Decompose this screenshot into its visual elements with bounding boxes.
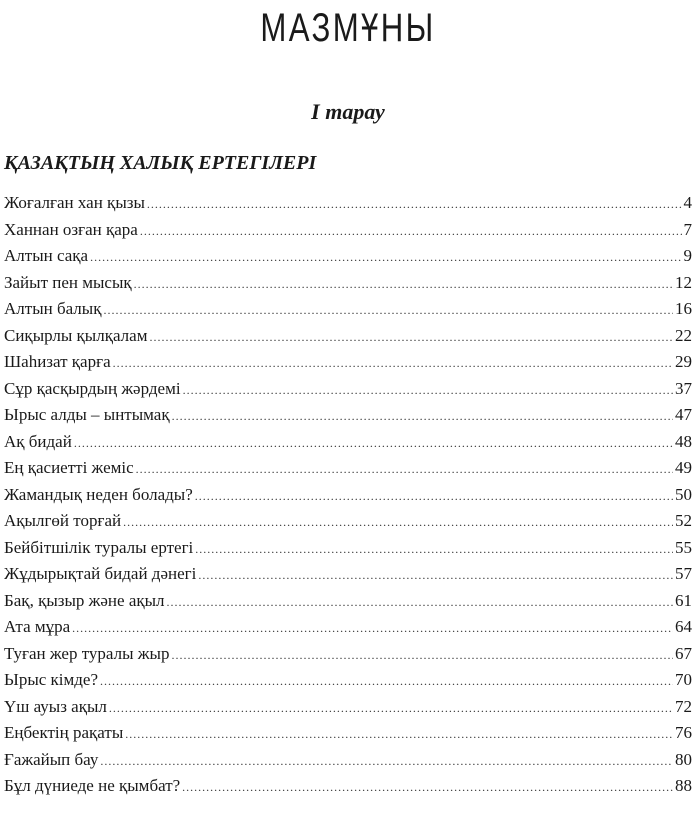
toc-entry-page: 16 (675, 299, 692, 318)
toc-entry-page: 50 (675, 484, 692, 504)
toc-entry[interactable] (4, 429, 692, 456)
toc-entry-page: 49 (675, 458, 692, 477)
toc-leader-dots (149, 324, 673, 351)
section-title: ҚАЗАҚТЫҢ ХАЛЫҚ ЕРТЕГІЛЕРІ (4, 152, 317, 174)
toc-leader-dots (140, 218, 682, 245)
toc-entry-page: 9 (683, 246, 692, 265)
toc-entry-title: Ең қасиетті жеміс (4, 458, 134, 477)
toc-entry[interactable] (4, 349, 692, 376)
toc-entry-title: Туған жер туралы жыр (4, 643, 170, 663)
toc-entry-page: 7 (683, 219, 692, 239)
toc-leader-dots (100, 668, 673, 695)
toc-entry-title: Үш ауыз ақыл (4, 696, 107, 716)
toc-entry-page: 88 (675, 776, 692, 795)
toc-entry-title: Еңбектің рақаты (4, 723, 124, 742)
toc-entry-title: Сұр қасқырдың жәрдемі (4, 378, 181, 398)
toc-entry[interactable] (4, 773, 692, 800)
toc-entry-title: Жамандық неден болады? (4, 484, 193, 504)
toc-leader-dots (72, 615, 673, 642)
toc-entry-title: Жоғалған хан қызы (4, 193, 145, 212)
toc-entry-page: 12 (675, 272, 692, 292)
toc-entry[interactable] (4, 323, 692, 350)
toc-leader-dots (125, 721, 673, 748)
toc-entry-title: Жұдырықтай бидай дәнегі (4, 564, 197, 583)
toc-entry-page: 67 (675, 643, 692, 663)
toc-leader-dots (136, 456, 673, 483)
toc-leader-dots (90, 244, 681, 271)
toc-entry-title: Ырыс кімде? (4, 670, 99, 689)
toc-leader-dots (195, 483, 673, 510)
toc-entry-title: Ғажайып бау (4, 749, 99, 769)
toc-entry-title: Бейбітшілік туралы ертегі (4, 537, 194, 557)
toc-leader-dots (103, 297, 673, 324)
toc-leader-dots (134, 271, 673, 298)
toc-entry-page: 57 (675, 564, 692, 583)
toc-entry[interactable] (4, 270, 692, 297)
toc-entry-page: 55 (675, 537, 692, 557)
toc-entry-title: Зайыт пен мысық (4, 272, 132, 292)
toc-entry-page: 37 (675, 378, 692, 398)
toc-entry-page: 52 (675, 511, 692, 530)
toc-entry[interactable] (4, 243, 692, 270)
toc-entry[interactable] (4, 535, 692, 562)
table-of-contents (4, 190, 692, 800)
toc-entry-page: 72 (675, 696, 692, 716)
toc-entry-page: 47 (675, 405, 692, 424)
toc-leader-dots (74, 430, 673, 457)
toc-leader-dots (147, 191, 682, 218)
toc-leader-dots (172, 403, 673, 430)
toc-entry-title: Ырыс алды – ынтымақ (4, 405, 170, 424)
toc-entry-page: 48 (675, 431, 692, 451)
toc-entry[interactable] (4, 614, 692, 641)
toc-entry[interactable] (4, 641, 692, 668)
toc-entry-title: Ата мұра (4, 617, 71, 636)
toc-entry-title: Алтын балық (4, 299, 102, 318)
toc-entry-page: 22 (675, 325, 692, 345)
toc-entry-page: 70 (675, 670, 692, 689)
toc-entry-title: Сиқырлы қылқалам (4, 325, 148, 345)
toc-entry-title: Ханнан озған қара (4, 219, 138, 239)
toc-entry-title: Бұл дүниеде не қымбат? (4, 776, 181, 795)
toc-entry-title: Шаһизат қарға (4, 352, 111, 371)
toc-entry[interactable] (4, 694, 692, 721)
toc-entry-page: 4 (683, 193, 692, 212)
toc-entry-page: 61 (675, 590, 692, 610)
toc-entry-page: 80 (675, 749, 692, 769)
toc-leader-dots (123, 509, 673, 536)
toc-entry-title: Ақ бидай (4, 431, 72, 451)
chapter-label: І тарау (311, 99, 385, 124)
toc-entry[interactable] (4, 482, 692, 509)
toc-leader-dots (198, 562, 673, 589)
toc-leader-dots (109, 695, 673, 722)
toc-entry[interactable] (4, 376, 692, 403)
toc-entry[interactable] (4, 667, 692, 694)
toc-leader-dots (183, 377, 673, 404)
toc-entry-title: Бақ, қызыр және ақыл (4, 590, 165, 610)
toc-entry-page: 76 (675, 723, 692, 742)
toc-entry[interactable] (4, 296, 692, 323)
toc-leader-dots (195, 536, 673, 563)
toc-entry[interactable] (4, 508, 692, 535)
toc-entry[interactable] (4, 402, 692, 429)
toc-leader-dots (167, 589, 673, 616)
toc-entry[interactable] (4, 561, 692, 588)
toc-entry-page: 29 (675, 352, 692, 371)
toc-entry-page: 64 (675, 617, 692, 636)
toc-leader-dots (100, 748, 673, 775)
toc-entry[interactable] (4, 190, 692, 217)
toc-entry-title: Алтын сақа (4, 246, 89, 265)
toc-leader-dots (182, 774, 673, 801)
toc-entry[interactable] (4, 720, 692, 747)
toc-leader-dots (113, 350, 673, 377)
toc-entry-title: Ақылгөй торғай (4, 511, 122, 530)
toc-entry[interactable] (4, 455, 692, 482)
toc-leader-dots (171, 642, 673, 669)
toc-entry[interactable] (4, 588, 692, 615)
toc-entry[interactable] (4, 217, 692, 244)
toc-entry[interactable] (4, 747, 692, 774)
page-title: МАЗМҰНЫ (260, 6, 436, 50)
